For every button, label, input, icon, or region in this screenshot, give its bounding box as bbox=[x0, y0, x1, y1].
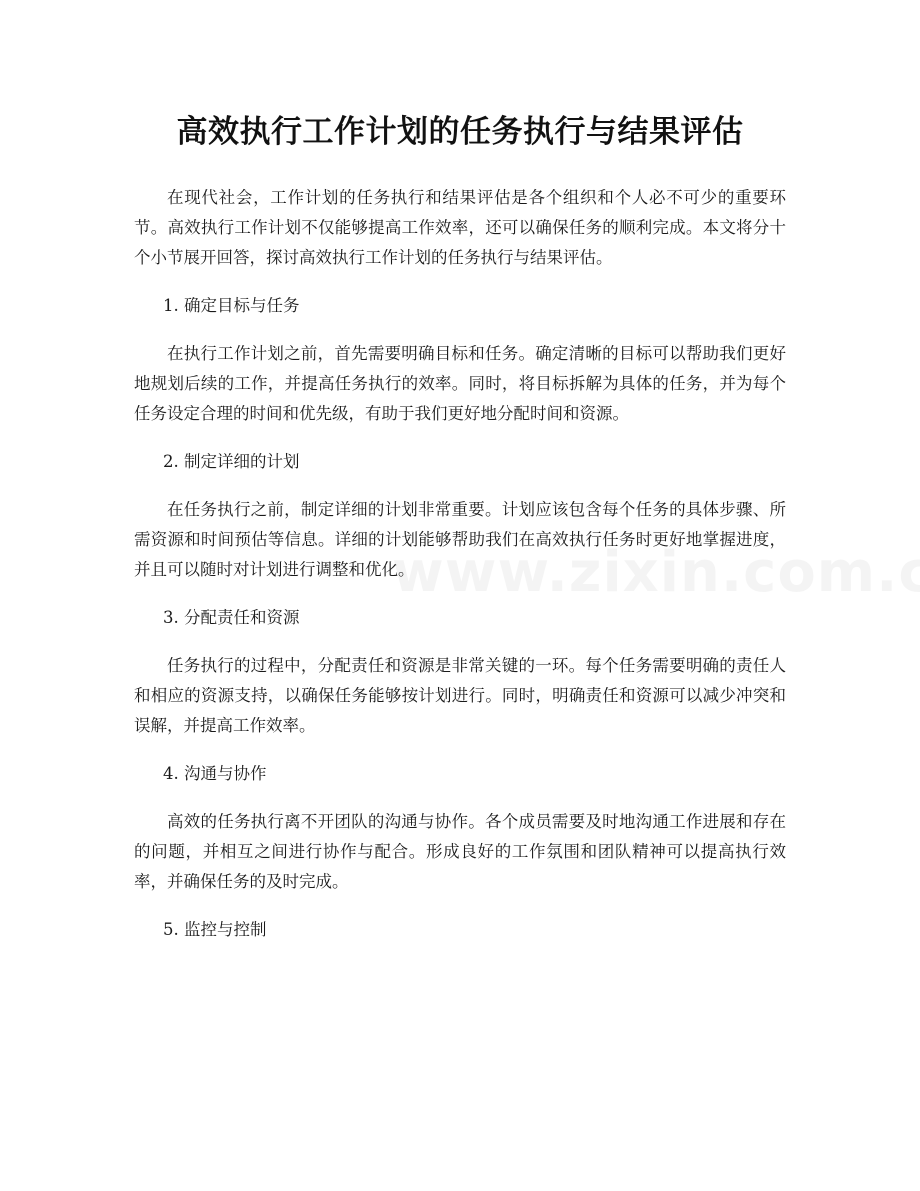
section-2-heading: 2. 制定详细的计划 bbox=[163, 452, 300, 471]
page-title: 高效执行工作计划的任务执行与结果评估 bbox=[176, 114, 744, 150]
section-4-heading: 4. 沟通与协作 bbox=[163, 764, 267, 783]
section-3-heading: 3. 分配责任和资源 bbox=[163, 608, 300, 627]
section-1-heading: 1. 确定目标与任务 bbox=[163, 296, 300, 315]
section-4-paragraph: 高效的任务执行离不开团队的沟通与协作。各个成员需要及时地沟通工作进展和存在的问题，并相互之间进行协作与配合。形成良好的工作氛围和团队精神可以提高执行效率，并确保任务的及时完成。 bbox=[134, 812, 786, 891]
section-1-paragraph: 在执行工作计划之前，首先需要明确目标和任务。确定清晰的目标可以帮助我们更好地规划后续的工作，并提高任务执行的效率。同时，将目标拆解为具体的任务，并为每个任务设定合理的时间和优先级，有助于我们更好地分配时间和资源。 bbox=[134, 344, 786, 423]
section-3-paragraph: 任务执行的过程中，分配责任和资源是非常关键的一环。每个任务需要明确的责任人和相应的资源支持，以确保任务能够按计划进行。同时，明确责任和资源可以减少冲突和误解，并提高工作效率。 bbox=[134, 656, 786, 735]
section-2-paragraph: 在任务执行之前，制定详细的计划非常重要。计划应该包含每个任务的具体步骤、所需资源和时间预估等信息。详细的计划能够帮助我们在高效执行任务时更好地掌握进度，并且可以随时对计划进行调整和优化。 bbox=[134, 500, 786, 579]
section-5-heading: 5. 监控与控制 bbox=[163, 920, 267, 939]
intro-paragraph: 在现代社会，工作计划的任务执行和结果评估是各个组织和个人必不可少的重要环节。高效执行工作计划不仅能够提高工作效率，还可以确保任务的顺利完成。本文将分十个小节展开回答，探讨高效执行工作计划的任务执行与结果评估。 bbox=[134, 188, 786, 267]
document-body bbox=[134, 183, 786, 945]
